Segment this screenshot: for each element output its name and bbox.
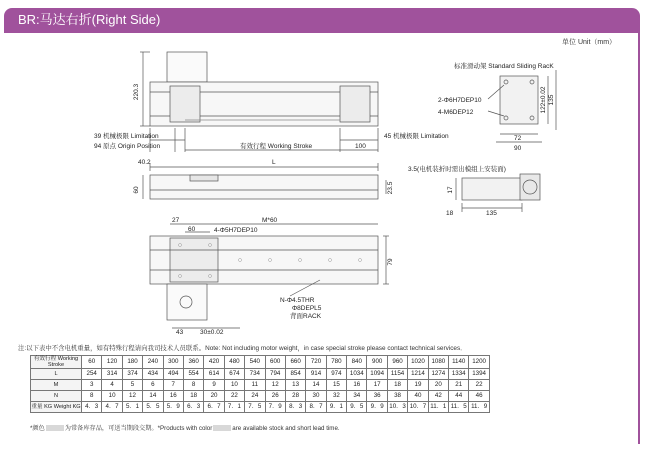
table-cell: 4．3: [82, 402, 102, 413]
dim-100: 100: [355, 143, 366, 150]
dim-bottom-43: 43: [176, 329, 184, 336]
label-origin: 94 原点 Origin Position: [94, 143, 161, 150]
table-cell: 6: [143, 380, 163, 391]
page-title: BR:马达右折(Right Side): [18, 12, 161, 27]
dim-side-60: 60: [133, 186, 140, 194]
table-cell: 1020: [408, 356, 428, 369]
motor-title: 3.5(电机装折时需出模组上安装面): [408, 166, 506, 173]
table-cell: 600: [265, 356, 285, 369]
table-cell: 28: [285, 391, 305, 402]
dim-motor-17: 17: [447, 186, 454, 194]
table-cell: 900: [367, 356, 387, 369]
table-cell: 180: [122, 356, 142, 369]
table-cell: 480: [224, 356, 244, 369]
table-cell: 120: [102, 356, 122, 369]
stock-color-swatch-2: [213, 425, 231, 431]
table-row: [31, 402, 490, 413]
side-view: [143, 163, 386, 199]
dim-bottom-30: 30±0.02: [200, 329, 224, 336]
table-cell: 3: [82, 380, 102, 391]
table-cell: 4．7: [102, 402, 122, 413]
table-cell: 660: [285, 356, 305, 369]
table-cell: 12: [122, 391, 142, 402]
table-cell: 10．7: [408, 402, 428, 413]
table-cell: 540: [245, 356, 265, 369]
table-cell: 18: [387, 380, 407, 391]
table-cell: 11: [245, 380, 265, 391]
table-cell: 10: [224, 380, 244, 391]
spec-table: [30, 355, 490, 413]
table-cell: 314: [102, 369, 122, 380]
table-cell: 1094: [367, 369, 387, 380]
table-row: [31, 380, 490, 391]
table-cell: 40: [408, 391, 428, 402]
dim-bottom-60: 60: [188, 226, 196, 233]
table-cell: 4: [102, 380, 122, 391]
dim-rack-122: 122±0.02: [540, 86, 547, 114]
dim-rack-90: 90: [514, 145, 522, 152]
dim-motor-135: 135: [486, 210, 497, 217]
table-cell: 44: [449, 391, 469, 402]
bottom-holes-1: 4-Φ5H7DEP10: [214, 227, 258, 234]
table-cell: 914: [306, 369, 326, 380]
table-cell: 14: [306, 380, 326, 391]
table-cell: 20: [428, 380, 448, 391]
table-cell: 974: [326, 369, 346, 380]
bottom-holes-2b: Φ8DEPL5: [292, 305, 322, 312]
table-cell: 7．1: [224, 402, 244, 413]
dim-height: 220.3: [133, 83, 140, 101]
table-cell: 21: [449, 380, 469, 391]
table-cell: 9: [204, 380, 224, 391]
table-cell: 1140: [449, 356, 469, 369]
bottom-holes-2: N-Φ4.5THR: [280, 297, 315, 304]
table-cell: 20: [204, 391, 224, 402]
table-cell: 32: [326, 391, 346, 402]
table-cell: 7．5: [245, 402, 265, 413]
table-row: [31, 369, 490, 380]
dim-bottom-27: 27: [172, 217, 180, 224]
table-cell: 26: [265, 391, 285, 402]
row-label: L: [31, 369, 82, 380]
motor-mount-view: [456, 174, 540, 212]
footnote-mid: 为常备库存品，可送当期段交期。*Products with color: [64, 425, 213, 432]
table-cell: 6．7: [204, 402, 224, 413]
table-cell: 614: [204, 369, 224, 380]
table-cell: 12: [265, 380, 285, 391]
table-cell: 1334: [449, 369, 469, 380]
table-cell: 5．9: [163, 402, 183, 413]
table-cell: 780: [326, 356, 346, 369]
table-cell: 240: [143, 356, 163, 369]
row-label: N: [31, 391, 82, 402]
table-cell: 1200: [469, 356, 489, 369]
table-cell: 38: [387, 391, 407, 402]
dim-rack-135: 135: [548, 94, 555, 106]
dim-side-23-5: 23.5: [387, 181, 394, 195]
table-cell: 434: [143, 369, 163, 380]
table-cell: 30: [306, 391, 326, 402]
dim-bottom-M60: M*60: [262, 217, 278, 224]
table-cell: 960: [387, 356, 407, 369]
table-cell: 5: [122, 380, 142, 391]
table-cell: 8．7: [306, 402, 326, 413]
table-cell: 16: [347, 380, 367, 391]
table-cell: 7: [163, 380, 183, 391]
dim-side-40-2: 40.2: [138, 159, 151, 166]
table-cell: 6．3: [183, 402, 203, 413]
dim-bottom-79: 79: [387, 258, 394, 266]
table-row: [31, 356, 490, 369]
table-cell: 14: [143, 391, 163, 402]
back-rack-label: 背面RACK: [290, 313, 322, 320]
table-cell: 1080: [428, 356, 448, 369]
top-view: [140, 52, 378, 152]
rack-title: 标准滑动架 Standard Sliding RacK: [454, 63, 554, 70]
table-cell: 720: [306, 356, 326, 369]
table-cell: 254: [82, 369, 102, 380]
table-cell: 34: [347, 391, 367, 402]
table-cell: 300: [163, 356, 183, 369]
table-cell: 13: [285, 380, 305, 391]
table-cell: 5．1: [122, 402, 142, 413]
table-cell: 1394: [469, 369, 489, 380]
table-cell: 8: [82, 391, 102, 402]
table-cell: 734: [245, 369, 265, 380]
table-cell: 7．9: [265, 402, 285, 413]
table-cell: 1214: [408, 369, 428, 380]
rack-hole-2: 4-M6DEP12: [438, 109, 474, 116]
table-cell: 22: [224, 391, 244, 402]
dim-rack-72: 72: [514, 135, 522, 142]
table-cell: 11．1: [428, 402, 448, 413]
table-cell: 1274: [428, 369, 448, 380]
table-cell: 36: [367, 391, 387, 402]
table-cell: 24: [245, 391, 265, 402]
table-cell: 794: [265, 369, 285, 380]
table-cell: 11．9: [469, 402, 489, 413]
label-limit-left: 39 机械极限 Limitation: [94, 133, 159, 140]
unit-note: 单位 Unit（mm）: [562, 39, 617, 46]
table-cell: 9．1: [326, 402, 346, 413]
table-cell: 420: [204, 356, 224, 369]
table-cell: 42: [428, 391, 448, 402]
table-cell: 46: [469, 391, 489, 402]
label-limit-right: 45 机械极限 Limitation: [384, 133, 449, 140]
table-cell: 554: [183, 369, 203, 380]
table-cell: 18: [183, 391, 203, 402]
table-cell: 15: [326, 380, 346, 391]
table-cell: 854: [285, 369, 305, 380]
table-cell: 840: [347, 356, 367, 369]
note-text: 注:以下表中不含电机重量，如有特殊行程请向我司技术人员联系。Note: Not including motor weight，in case special stroke please contact technical services．: [18, 345, 467, 352]
row-label: 有效行程 Working Stroke: [31, 356, 82, 369]
dim-side-L: L: [272, 159, 276, 166]
bottom-view: [150, 224, 389, 328]
table-cell: 16: [163, 391, 183, 402]
table-cell: 9．5: [347, 402, 367, 413]
rack-hole-1: 2-Φ6H7DEP10: [438, 97, 482, 104]
table-cell: 10: [102, 391, 122, 402]
table-cell: 674: [224, 369, 244, 380]
table-row: [31, 391, 490, 402]
table-cell: 22: [469, 380, 489, 391]
table-cell: 8．3: [285, 402, 305, 413]
row-label: M: [31, 380, 82, 391]
table-cell: 1154: [387, 369, 407, 380]
table-cell: 19: [408, 380, 428, 391]
footnote: [30, 423, 340, 432]
footnote-pre: *颜色: [30, 425, 45, 432]
footnote-post: are available stock and short lead time.: [232, 425, 340, 432]
table-cell: 11．5: [449, 402, 469, 413]
row-label: 重量 KG Weight KG: [31, 402, 82, 413]
dim-motor-18: 18: [446, 210, 454, 217]
table-cell: 360: [183, 356, 203, 369]
stock-color-swatch: [46, 425, 64, 431]
table-cell: 1034: [347, 369, 367, 380]
table-cell: 9．9: [367, 402, 387, 413]
table-cell: 10．3: [387, 402, 407, 413]
table-cell: 8: [183, 380, 203, 391]
table-cell: 17: [367, 380, 387, 391]
table-cell: 5．5: [143, 402, 163, 413]
table-cell: 60: [82, 356, 102, 369]
table-cell: 374: [122, 369, 142, 380]
table-cell: 494: [163, 369, 183, 380]
label-stroke: 有效行程 Working Stroke: [240, 143, 313, 150]
